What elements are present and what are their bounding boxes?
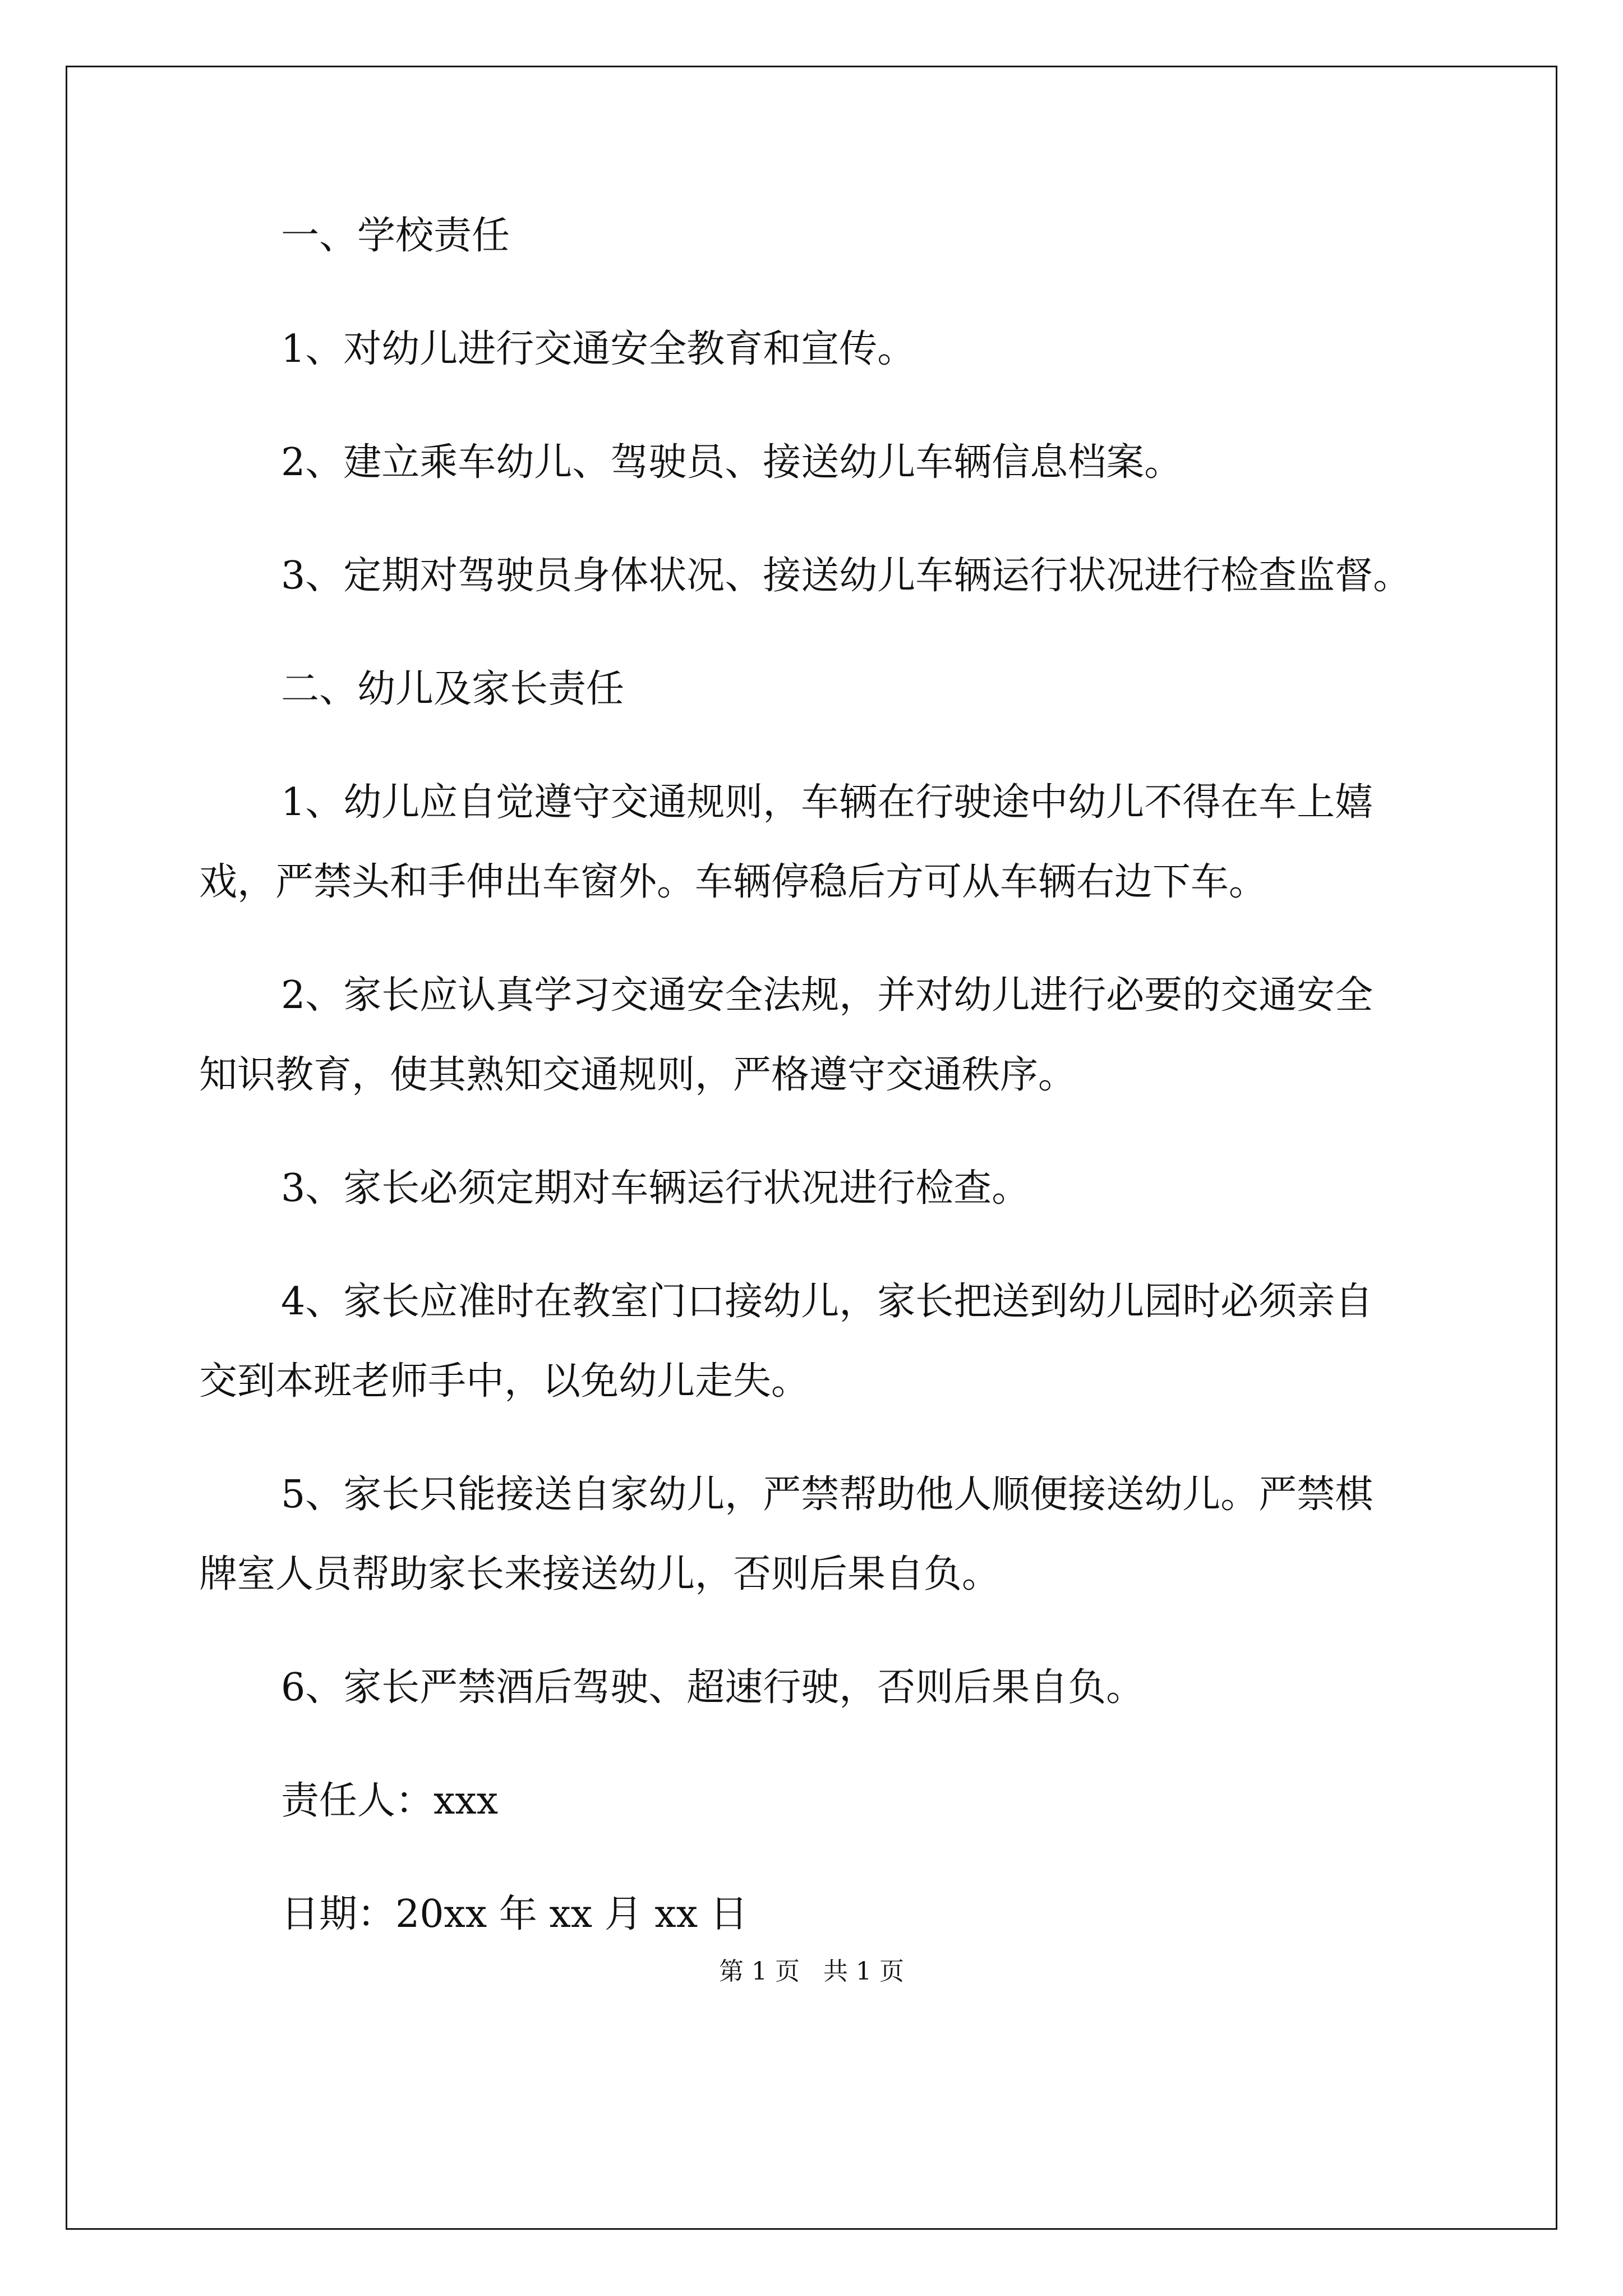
text-line: 1、对幼儿进行交通安全教育和宣传。 bbox=[281, 327, 916, 371]
text-line: 责任人：xxx bbox=[281, 1779, 499, 1823]
heading-parent-responsibility bbox=[199, 661, 1422, 718]
text-line: 6、家长严禁酒后驾驶、超速行驶，否则后果自负。 bbox=[281, 1665, 1145, 1710]
text-line: 知识教育，使其熟知交通规则，严格遵守交通秩序。 bbox=[199, 1053, 1077, 1097]
text-line: 一、学校责任 bbox=[281, 214, 510, 258]
parent-item-3 bbox=[199, 1160, 1422, 1217]
parent-item-4 bbox=[199, 1273, 1422, 1410]
text-line: 1、幼儿应自觉遵守交通规则，车辆在行驶途中幼儿不得在车上嬉 bbox=[281, 780, 1373, 825]
heading-school-responsibility bbox=[199, 208, 1422, 265]
page-footer bbox=[0, 1951, 1623, 1987]
parent-item-5 bbox=[199, 1466, 1422, 1603]
text-line: 3、家长必须定期对车辆运行状况进行检查。 bbox=[281, 1166, 1030, 1211]
date-line bbox=[199, 1886, 1422, 1943]
text-line: 戏，严禁头和手伸出车窗外。车辆停稳后方可从车辆右边下车。 bbox=[199, 860, 1267, 904]
parent-item-1 bbox=[199, 774, 1422, 911]
parent-item-2 bbox=[199, 967, 1422, 1104]
text-line: 3、定期对驾驶员身体状况、接送幼儿车辆运行状况进行检查监督。 bbox=[281, 554, 1412, 598]
document-body bbox=[199, 208, 1422, 1999]
responsible-person bbox=[199, 1773, 1422, 1830]
school-item-2 bbox=[199, 434, 1422, 491]
text-line: 2、建立乘车幼儿、驾驶员、接送幼儿车辆信息档案。 bbox=[281, 440, 1183, 485]
text-line: 日期：20xx 年 xx 月 xx 日 bbox=[281, 1892, 748, 1936]
page-total: 共 1 页 bbox=[823, 1957, 904, 1986]
text-line: 4、家长应准时在教室门口接幼儿，家长把送到幼儿园时必须亲自 bbox=[281, 1280, 1373, 1324]
text-line: 交到本班老师手中，以免幼儿走失。 bbox=[199, 1359, 810, 1404]
page-number: 第 1 页 bbox=[719, 1957, 800, 1986]
parent-item-6 bbox=[199, 1659, 1422, 1717]
text-line: 2、家长应认真学习交通安全法规，并对幼儿进行必要的交通安全 bbox=[281, 973, 1373, 1018]
text-line: 二、幼儿及家长责任 bbox=[281, 667, 625, 711]
school-item-3 bbox=[199, 547, 1422, 605]
text-line: 牌室人员帮助家长来接送幼儿，否则后果自负。 bbox=[199, 1552, 1000, 1596]
school-item-1 bbox=[199, 321, 1422, 378]
text-line: 5、家长只能接送自家幼儿，严禁帮助他人顺便接送幼儿。严禁棋 bbox=[281, 1473, 1373, 1517]
